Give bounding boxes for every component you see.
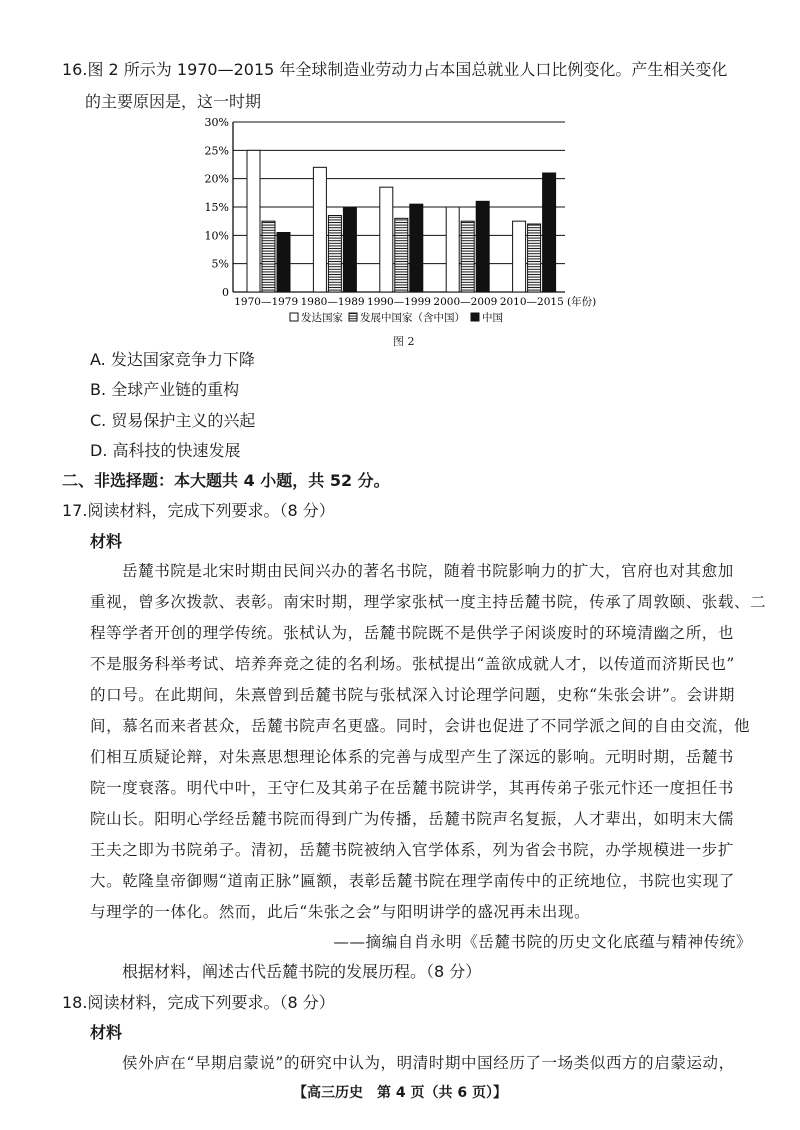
q18-material-label: 材料 — [90, 1023, 123, 1042]
figure-label: 图 2 — [393, 335, 415, 348]
y-tick-label: 25% — [204, 144, 229, 158]
q17-paragraph-line: 不是服务科举考试、培养奔竞之徒的名利场。张栻提出“盖欲成就人才，以传道而济斯民也” — [90, 655, 735, 673]
bar — [277, 233, 290, 293]
bar-chart — [185, 112, 625, 327]
q17-requirement: 根据材料，阐述古代岳麓书院的发展历程。（8 分） — [122, 962, 482, 981]
q17-paragraph-line: 王夫之即为书院弟子。清初，岳麓书院被纳入官学体系，列为省会书院，办学规模进一步扩 — [90, 841, 735, 859]
chart-legend — [290, 311, 503, 324]
bar — [528, 224, 541, 292]
bar — [543, 173, 556, 292]
bar — [410, 204, 423, 292]
bar — [395, 218, 408, 292]
legend-swatch — [349, 313, 357, 321]
section-title: 二、非选择题：本大题共 4 小题，共 52 分。 — [62, 471, 390, 490]
legend-label: 发达国家 — [301, 312, 343, 324]
option-c: C. 贸易保护主义的兴起 — [90, 411, 256, 430]
q17-material-label: 材料 — [90, 532, 123, 551]
q17-paragraph-line: 们相互质疑论辩，对朱熹思想理论体系的完善与成型产生了深远的影响。元明时期，岳麓书 — [90, 748, 735, 766]
q17-paragraph-line: 与理学的一体化。然而，此后“朱张之会”与阳明讲学的盛况再未出现。 — [90, 903, 591, 921]
q17-paragraph-line: 程等学者开创的理学传统。张栻认为，岳麓书院既不是供学子闲谈废时的环境清幽之所，也 — [90, 624, 735, 642]
q17-paragraph-line: 大。乾隆皇帝御赐“道南正脉”匾额，表彰岳麓书院在理学南传中的正统地位，书院也实现了 — [90, 872, 735, 890]
q16-stem-line2: 的主要原因是，这一时期 — [85, 92, 262, 111]
x-category-label: 1980—1989 — [300, 296, 365, 308]
option-b: B. 全球产业链的重构 — [90, 380, 240, 399]
bar — [313, 167, 326, 292]
q17-paragraph-line: 院山长。阳明心学经岳麓书院而得到广为传播，岳麓书院声名复振，人才辈出，如明末大儒 — [90, 810, 735, 828]
y-tick-labels — [205, 116, 229, 299]
x-unit-label: (年份) — [567, 296, 597, 308]
bar — [262, 221, 275, 292]
bar — [513, 221, 526, 292]
chart-bars — [247, 150, 556, 292]
option-d: D. 高科技的快速发展 — [90, 441, 241, 460]
y-tick-label: 20% — [204, 172, 229, 186]
legend-label: 中国 — [482, 312, 503, 324]
legend-swatch — [471, 313, 479, 321]
bar — [380, 187, 393, 292]
x-category-labels — [234, 295, 596, 308]
q17-paragraph-line: 间，慕名而来者甚众，岳麓书院声名更盛。同时，会讲也促进了不同学派之间的自由交流，他 — [90, 717, 751, 735]
y-tick-label: 0 — [222, 286, 229, 299]
y-tick-label: 10% — [204, 229, 229, 243]
bar — [343, 207, 356, 292]
bar — [476, 201, 489, 292]
legend-swatch — [290, 313, 298, 321]
x-category-label: 2010—2015 — [499, 296, 564, 308]
bar — [247, 150, 260, 292]
y-tick-label: 30% — [204, 116, 229, 129]
q18-first-line: 侯外庐在“早期启蒙说”的研究中认为，明清时期中国经历了一场类似西方的启蒙运动， — [122, 1054, 735, 1072]
page-footer: 【高三历史 第 4 页（共 6 页）】 — [293, 1085, 507, 1101]
option-a: A. 发达国家竞争力下降 — [90, 350, 255, 369]
x-category-label: 1970—1979 — [234, 296, 299, 308]
y-tick-label: 15% — [204, 201, 229, 214]
q16-stem-line1: 16.图 2 所示为 1970—2015 年全球制造业劳动力占本国总就业人口比例变化。产生相关变化 — [62, 60, 728, 79]
q17-paragraph-line: 岳麓书院是北宋时期由民间兴办的著名书院，随着书院影响力的扩大，官府也对其愈加 — [122, 562, 734, 580]
q18-stem: 18.阅读材料，完成下列要求。（8 分） — [62, 993, 335, 1012]
legend-label: 发展中国家（含中国） — [360, 312, 465, 324]
q17-stem: 17.阅读材料，完成下列要求。（8 分） — [62, 501, 335, 520]
bar — [328, 216, 341, 293]
x-category-label: 2000—2009 — [433, 296, 498, 308]
q17-paragraph-line: 院一度衰落。明代中叶，王守仁及其弟子在岳麓书院讲学，其再传弟子张元忭还一度担任书 — [90, 779, 735, 797]
q17-paragraph-line: 的口号。在此期间，朱熹曾到岳麓书院与张栻深入讨论理学问题，史称“朱张会讲”。会讲期 — [90, 686, 735, 704]
y-tick-label: 5% — [211, 257, 229, 271]
x-category-label: 1990—1999 — [367, 296, 431, 308]
q17-source: ——摘编自肖永明《岳麓书院的历史文化底蕴与精神传统》 — [333, 933, 752, 951]
q17-paragraph-line: 重视，曾多次拨款、表彰。南宋时期，理学家张栻一度主持岳麓书院，传承了周敦颐、张载、二 — [90, 593, 767, 611]
bar — [446, 207, 459, 292]
bar — [461, 221, 474, 292]
